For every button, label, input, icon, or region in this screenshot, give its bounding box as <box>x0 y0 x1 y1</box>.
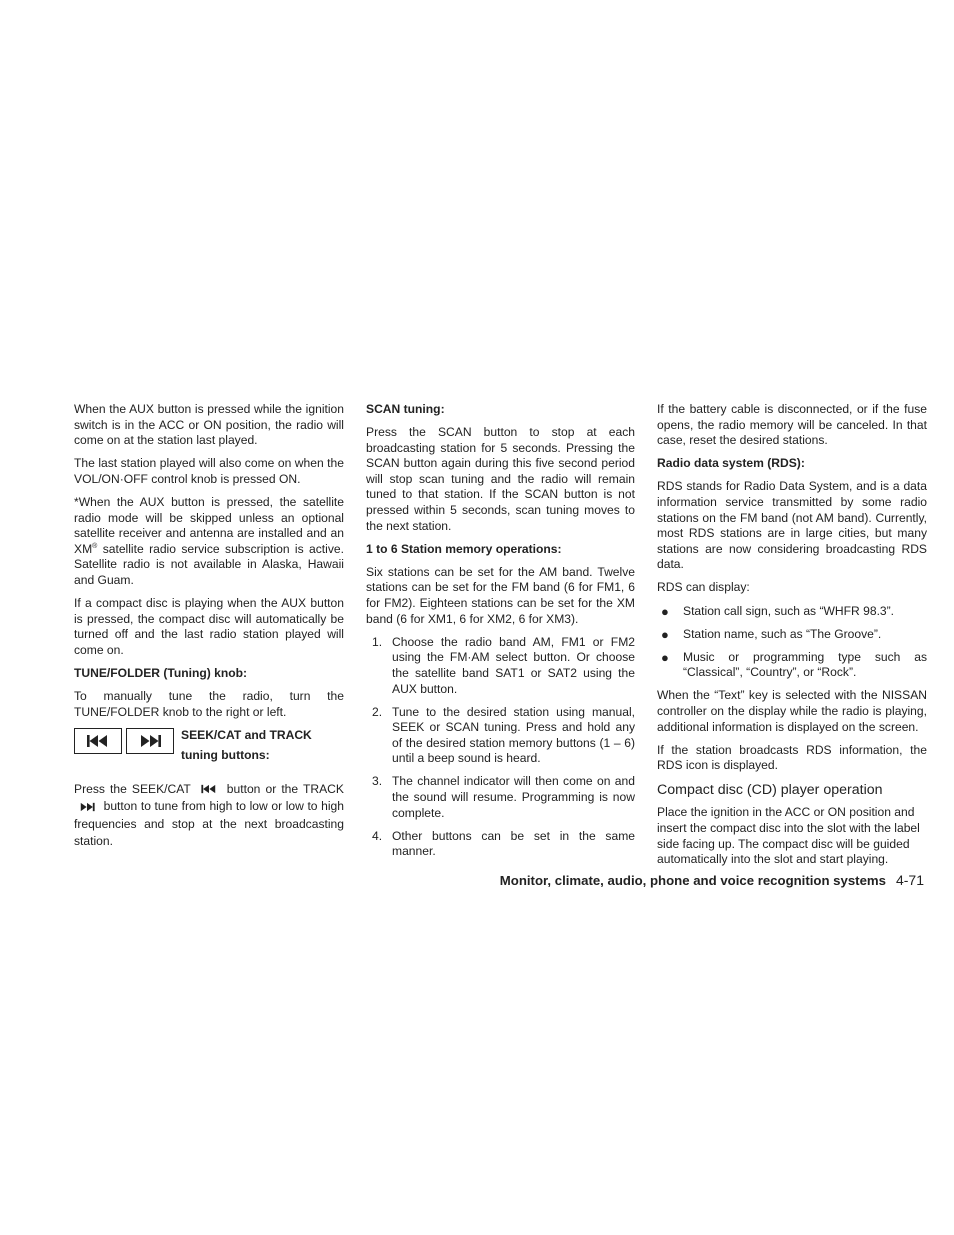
list-item <box>366 774 635 821</box>
heading-station-memory: 1 to 6 Station memory operations: <box>366 541 562 556</box>
column-left <box>74 402 344 858</box>
skip-back-icon <box>85 734 111 748</box>
paragraph-rds-icon: If the station broadcasts RDS information, the RDS icon is displayed. <box>657 742 927 773</box>
registered-mark: ® <box>92 542 98 550</box>
paragraph-manual-tune: To manually tune the radio, turn the TUNE/FOLDER knob to the right or left. <box>74 689 344 719</box>
paragraph-cd-insert: Place the ignition in the ACC or ON position and insert the compact disc into the slot with the label side facing up. The compact disc will be guided automatically into the slot and start playing. <box>657 805 920 867</box>
paragraph-battery-cable: If the battery cable is disconnected, or if the fuse opens, the radio memory will be canceled. In that case, reset the desired stations. <box>657 402 927 448</box>
step-number: 3. <box>372 774 383 789</box>
heading-scan-tuning: SCAN tuning: <box>366 402 445 416</box>
seek-text-a: Press the SEEK/CAT <box>74 781 191 796</box>
heading-seek-track-line1: SEEK/CAT and TRACK <box>181 727 312 742</box>
page-footer <box>500 872 924 888</box>
paragraph-rds-can-display: RDS can display: <box>657 580 750 595</box>
step-text: The channel indicator will then come on and the sound will resume. Programming is now complete. <box>392 774 635 820</box>
column-right <box>657 402 927 875</box>
skip-forward-icon <box>78 802 96 812</box>
list-item <box>366 705 635 767</box>
heading-cd-player: Compact disc (CD) player operation <box>657 782 883 799</box>
paragraph-scan: Press the SCAN button to stop at each broadcasting station for 5 seconds. Pressing the SCAN button again during this five second period will stop scan tuning and the radio will remain tuned to that station. If the SCAN button is not pressed within 5 seconds, scan tuning moves to the next station. <box>366 425 635 533</box>
heading-tune-folder: TUNE/FOLDER (Tuning) knob: <box>74 665 248 680</box>
bullet-icon: ● <box>661 603 669 619</box>
satellite-note-start: *When the AUX button is pressed, the satellite radio mode will be skipped unless an optional satellite receiver and antenna are installed and an XM <box>74 494 344 556</box>
list-item <box>657 650 927 681</box>
step-number: 1. <box>372 634 383 649</box>
step-text: Tune to the desired station using manual, SEEK or SCAN tuning. Press and hold any of the desired station memory buttons (1 – 6) until a beep sound is heard. <box>392 704 635 766</box>
seek-back-button-illustration <box>74 728 122 754</box>
bullet-text: Music or programming type such as “Classical”, “Country”, or “Rock”. <box>683 649 927 680</box>
paragraph-seek-track <box>74 781 344 851</box>
satellite-note-end: satellite radio service subscription is active. Satellite radio is not available in Alaska, Hawaii and Guam. <box>74 541 344 587</box>
paragraph-text-key: When the “Text” key is selected with the NISSAN controller on the display while the radio is playing, additional information is displayed on the screen. <box>657 688 927 734</box>
paragraph-station-counts: Six stations can be set for the AM band. Twelve stations can be set for the FM band (6 for FM1, 6 for FM2). Eighteen stations can be set for the XM band (6 for XM1, 6 for XM2, 6 for XM3). <box>366 564 635 626</box>
step-number: 2. <box>372 704 383 719</box>
paragraph-aux-ignition: When the AUX button is pressed while the ignition switch is in the ACC or ON position, the radio will come on at the station last played. <box>74 402 344 448</box>
seek-track-heading-row <box>74 728 344 765</box>
heading-rds: Radio data system (RDS): <box>657 456 805 471</box>
bullet-text: Station name, such as “The Groove”. <box>683 626 882 641</box>
seek-text-b: button or the TRACK <box>226 781 344 796</box>
footer-section-title: Monitor, climate, audio, phone and voice recognition systems <box>499 873 886 888</box>
paragraph-rds-definition: RDS stands for Radio Data System, and is a data information service transmitted by some radio stations on the FM band (not AM band). Currently, most RDS stations are in large cities, but many stations are now considering broadcasting RDS data. <box>657 479 927 572</box>
paragraph-satellite-note <box>74 495 344 589</box>
step-text: Other buttons can be set in the same manner. <box>392 828 635 859</box>
memory-steps-list <box>366 635 635 860</box>
list-item <box>366 829 635 860</box>
bullet-icon: ● <box>661 649 669 665</box>
paragraph-last-station: The last station played will also come on when the VOL/ON·OFF control knob is pressed ON. <box>74 456 344 486</box>
list-item <box>657 604 927 620</box>
heading-seek-track-line2: tuning buttons: <box>181 747 270 762</box>
step-number: 4. <box>372 828 383 843</box>
track-forward-button-illustration <box>126 728 174 754</box>
bullet-icon: ● <box>661 626 669 642</box>
page-number: 4-71 <box>895 872 924 888</box>
list-item <box>657 627 927 643</box>
column-middle <box>366 402 635 867</box>
skip-forward-icon <box>137 734 163 748</box>
seek-text-c: button to tune from high to low or low to high frequencies and stop at the next broadcasting station. <box>74 799 344 849</box>
paragraph-cd-aux: If a compact disc is playing when the AUX button is pressed, the compact disc will automatically be turned off and the last radio station played will come on. <box>74 596 344 657</box>
heading-seek-track <box>181 725 312 765</box>
rds-display-list <box>657 604 927 681</box>
list-item <box>366 635 635 697</box>
step-text: Choose the radio band AM, FM1 or FM2 using the FM·AM select button. Or choose the satellite band SAT1 or SAT2 using the AUX button. <box>392 634 635 696</box>
skip-back-icon <box>200 784 218 794</box>
bullet-text: Station call sign, such as “WHFR 98.3”. <box>683 603 895 618</box>
